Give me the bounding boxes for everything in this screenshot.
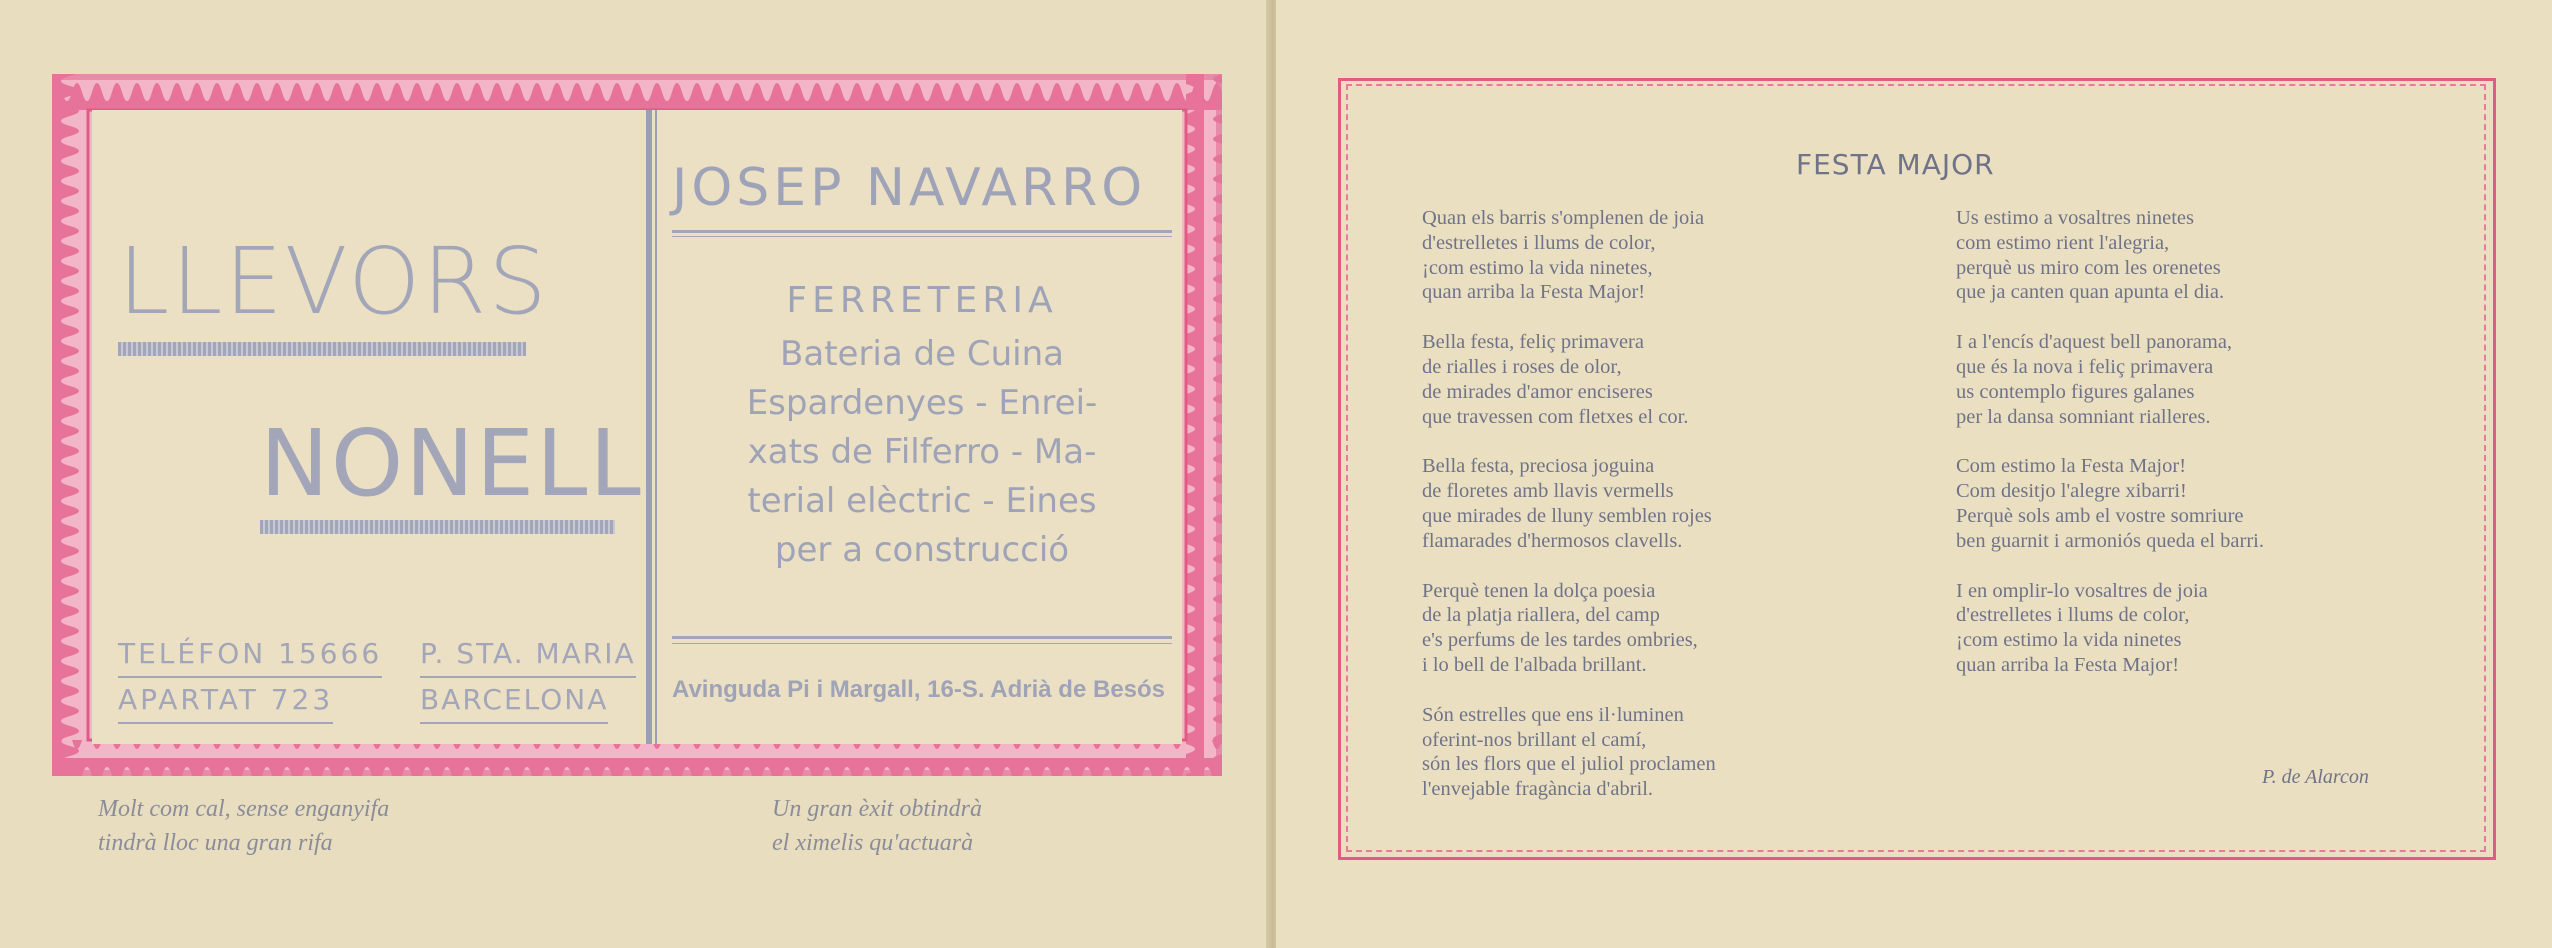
poem-line: ¡com estimo la vida ninetes [1956, 629, 2182, 652]
poem-stanza [1422, 703, 1716, 802]
poem-stanza [1422, 454, 1716, 553]
poem-line: ¡com estimo la vida ninetes, [1422, 256, 1653, 279]
ad-product-line: Espardenyes - Enrei- [746, 383, 1098, 423]
poem-line: són les flors que el juliol proclamen [1422, 753, 1716, 776]
ad-rule [672, 636, 1172, 639]
poem-line: de rialles i roses de olor, [1422, 355, 1622, 378]
caption-line: tindrà lloc una gran rifa [98, 830, 333, 856]
ad-rule [672, 643, 1172, 644]
ad-phone-block [118, 632, 382, 724]
poem-line: perquè us miro com les orenetes [1956, 256, 2221, 279]
ad-address-navarro: Avinguda Pi i Margall, 16-S. Adrià de Besós [672, 676, 1166, 703]
caption-line: Un gran èxit obtindrà [772, 796, 982, 822]
ad-product-line: per a construcció [774, 530, 1070, 570]
poem-stanza [1956, 330, 2264, 429]
poem-line: Bella festa, preciosa joguina [1422, 455, 1655, 478]
caption-right [772, 792, 982, 860]
ad-address-block [420, 632, 636, 724]
poem-line: d'estrelletes i llums de color, [1956, 604, 2190, 627]
ad-title-nonell: NONELL [260, 410, 643, 517]
poem-line: quan arriba la Festa Major! [1422, 281, 1646, 304]
ad-product-line: xats de Filferro - Ma- [747, 432, 1097, 472]
ad-product-list [672, 330, 1172, 575]
poem-stanza [1956, 206, 2264, 305]
poem-line: oferint-nos brillant el camí, [1422, 728, 1647, 751]
poem-line: us contemplo figures galanes [1956, 380, 2195, 403]
poem-line: que mirades de lluny semblen rojes [1422, 504, 1712, 527]
poem-line: Bella festa, feliç primavera [1422, 331, 1644, 354]
ad-divider [646, 110, 652, 744]
poem-line: d'estrelletes i llums de color, [1422, 231, 1656, 254]
poem-line: Quan els barris s'omplenen de joia [1422, 207, 1705, 229]
ad-title-llevors: LLEVORS [118, 228, 549, 335]
poem-stanza [1422, 330, 1716, 429]
poem-line: quan arriba la Festa Major! [1956, 653, 2180, 676]
ad-title-navarro: JOSEP NAVARRO [672, 158, 1147, 218]
poem-line: flamarades d'hermosos clavells. [1422, 529, 1683, 552]
poem-line: e's perfums de les tardes ombries, [1422, 629, 1698, 652]
ad-product-line: terial elèctric - Eines [747, 481, 1097, 521]
ad-rule [672, 236, 1172, 237]
ad-rule [260, 520, 615, 534]
ad-rule [672, 230, 1172, 233]
poem-title: FESTA MAJOR [1796, 148, 1995, 181]
poem-line: que ja canten quan apunta el dia. [1956, 281, 2225, 304]
ad-phone: TELÉFON 15666 [118, 632, 382, 678]
ad-apartat: APARTAT 723 [118, 678, 333, 724]
caption-line: el ximelis qu'actuarà [772, 830, 974, 856]
caption-line: Molt com cal, sense enganyifa [98, 796, 390, 822]
poem-line: Us estimo a vosaltres ninetes [1956, 207, 2194, 229]
ad-product-line: Bateria de Cuina [780, 334, 1064, 374]
poem-stanza [1956, 454, 2264, 553]
poem-line: i lo bell de l'albada brillant. [1422, 653, 1647, 676]
ad-street: P. STA. MARIA [420, 632, 636, 678]
poem-line: com estimo rient l'alegria, [1956, 231, 2170, 254]
poem-signature: P. de Alarcon [2262, 766, 2369, 788]
poem-stanza [1422, 206, 1716, 305]
ad-heading-ferreteria: FERRETERIA [786, 280, 1058, 321]
poem-column-right [1956, 206, 2264, 703]
poem-line: Com estimo la Festa Major! [1956, 455, 2187, 478]
caption-left [98, 792, 389, 860]
poem-line: ben guarnit i armoniós queda el barri. [1956, 529, 2264, 552]
poem-line: de mirades d'amor enciseres [1422, 380, 1653, 403]
ad-city: BARCELONA [420, 678, 608, 724]
poem-line: de floretes amb llavis vermells [1422, 480, 1674, 503]
poem-line: que és la nova i feliç primavera [1956, 355, 2214, 378]
poem-stanza [1956, 579, 2264, 678]
poem-column-left [1422, 206, 1716, 827]
poem-stanza [1422, 579, 1716, 678]
poem-line: Perquè sols amb el vostre somriure [1956, 504, 2244, 527]
poem-line: Com desitjo l'alegre xibarri! [1956, 480, 2187, 503]
poem-line: Són estrelles que ens il·luminen [1422, 703, 1684, 726]
poem-line: de la platja riallera, del camp [1422, 604, 1660, 627]
poem-line: Perquè tenen la dolça poesia [1422, 579, 1656, 602]
poem-line: que travessen com fletxes el cor. [1422, 405, 1689, 428]
poem-line: l'envejable fragància d'abril. [1422, 778, 1654, 801]
poem-line: per la dansa somniant rialleres. [1956, 405, 2211, 428]
poem-line: I a l'encís d'aquest bell panorama, [1956, 331, 2233, 354]
ad-rule [118, 342, 526, 356]
poem-line: I en omplir-lo vosaltres de joia [1956, 579, 2208, 602]
